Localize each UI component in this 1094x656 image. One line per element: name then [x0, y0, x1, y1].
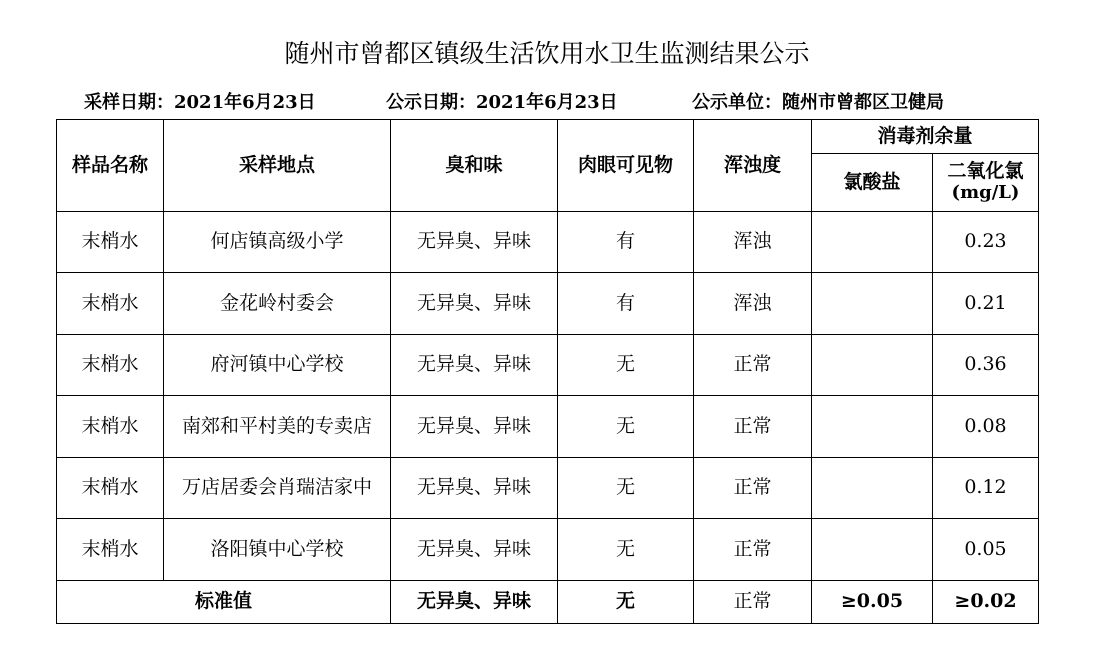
- standard-visible: 无: [558, 581, 694, 624]
- cell-location: 洛阳镇中心学校: [164, 519, 391, 581]
- table-row: [57, 458, 1039, 519]
- standard-row: [57, 581, 1039, 624]
- cell-visible: 无: [558, 396, 694, 458]
- table-row: [57, 335, 1039, 396]
- header-location: 采样地点: [164, 120, 391, 212]
- header-disinfectant: 消毒剂余量: [812, 120, 1039, 154]
- cell-odor: 无异臭、异味: [391, 519, 558, 581]
- sample-date: 采样日期：2021年6月23日: [84, 92, 316, 113]
- cell-visible: 有: [558, 212, 694, 273]
- cell-turbidity: 浑浊: [694, 212, 812, 273]
- page-title: 随州市曾都区镇级生活饮用水卫生监测结果公示: [284, 39, 810, 68]
- standard-chlorine-dioxide: ≥0.02: [933, 581, 1039, 624]
- cell-chlorine-dioxide: 0.21: [933, 273, 1039, 335]
- cell-chlorine-dioxide: 0.12: [933, 458, 1039, 519]
- header-visible: 肉眼可见物: [558, 120, 694, 212]
- cell-location: 万店居委会肖瑞洁家中: [164, 458, 391, 519]
- standard-turbidity: 正常: [694, 581, 812, 624]
- header-chlorate: 氯酸盐: [812, 154, 933, 212]
- cell-chlorine-dioxide: 0.36: [933, 335, 1039, 396]
- cell-chlorate: [812, 212, 933, 273]
- cell-chlorine-dioxide: 0.05: [933, 519, 1039, 581]
- cell-odor: 无异臭、异味: [391, 458, 558, 519]
- cell-chlorine-dioxide: 0.23: [933, 212, 1039, 273]
- publish-date: 公示日期：2021年6月23日: [386, 92, 618, 113]
- table-row: [57, 396, 1039, 458]
- header-sample-name: 样品名称: [57, 120, 164, 212]
- standard-label: 标准值: [57, 581, 391, 624]
- cell-turbidity: 正常: [694, 519, 812, 581]
- table-row: [57, 212, 1039, 273]
- cell-odor: 无异臭、异味: [391, 396, 558, 458]
- cell-chlorate: [812, 273, 933, 335]
- cell-name: 末梢水: [57, 212, 164, 273]
- cell-location: 府河镇中心学校: [164, 335, 391, 396]
- standard-chlorate: ≥0.05: [812, 581, 933, 624]
- cell-name: 末梢水: [57, 519, 164, 581]
- cell-chlorine-dioxide: 0.08: [933, 396, 1039, 458]
- header-chlorine-dioxide: [933, 154, 1039, 212]
- cell-visible: 无: [558, 335, 694, 396]
- header-chlorine-dioxide-name: 二氧化氯: [947, 160, 1024, 183]
- cell-chlorate: [812, 396, 933, 458]
- cell-odor: 无异臭、异味: [391, 273, 558, 335]
- cell-visible: 无: [558, 458, 694, 519]
- table-row: [57, 273, 1039, 335]
- cell-visible: 有: [558, 273, 694, 335]
- standard-odor: 无异臭、异味: [391, 581, 558, 624]
- cell-location: 何店镇高级小学: [164, 212, 391, 273]
- cell-location: 南郊和平村美的专卖店: [164, 396, 391, 458]
- cell-name: 末梢水: [57, 458, 164, 519]
- cell-chlorate: [812, 335, 933, 396]
- cell-chlorate: [812, 519, 933, 581]
- cell-location: 金花岭村委会: [164, 273, 391, 335]
- cell-name: 末梢水: [57, 273, 164, 335]
- cell-turbidity: 正常: [694, 396, 812, 458]
- header-turbidity: 浑浊度: [694, 120, 812, 212]
- cell-turbidity: 浑浊: [694, 273, 812, 335]
- cell-turbidity: 正常: [694, 458, 812, 519]
- publish-unit: 公示单位：随州市曾都区卫健局: [692, 92, 944, 113]
- table-row: [57, 519, 1039, 581]
- cell-name: 末梢水: [57, 335, 164, 396]
- results-table: [56, 119, 1039, 624]
- cell-chlorate: [812, 458, 933, 519]
- cell-odor: 无异臭、异味: [391, 335, 558, 396]
- cell-turbidity: 正常: [694, 335, 812, 396]
- header-odor: 臭和味: [391, 120, 558, 212]
- cell-name: 末梢水: [57, 396, 164, 458]
- cell-odor: 无异臭、异味: [391, 212, 558, 273]
- header-chlorine-dioxide-unit: (mg/L): [951, 182, 1020, 204]
- cell-visible: 无: [558, 519, 694, 581]
